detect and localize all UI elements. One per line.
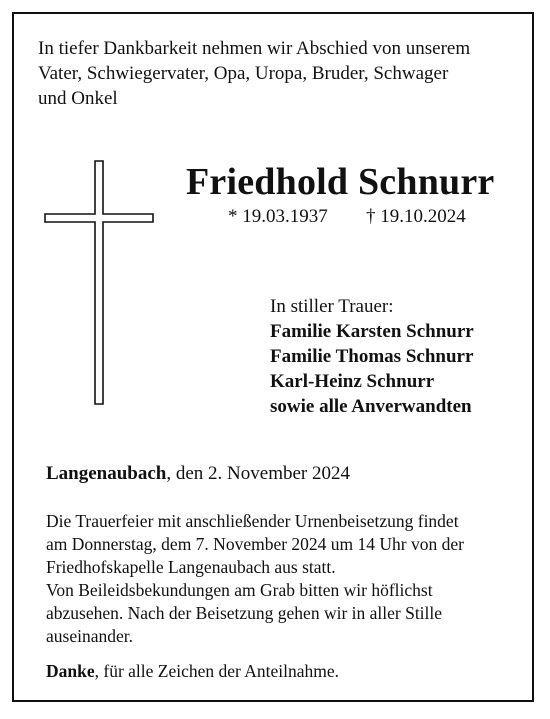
mourner-name: Karl-Heinz Schnurr (270, 371, 435, 392)
intro-line: Vater, Schwiegervater, Opa, Uropa, Bruder, Schwager (38, 63, 449, 84)
thanks-text: , für alle Zeichen der Anteilnahme. (94, 661, 340, 681)
funeral-notice (46, 510, 516, 648)
mourner-name: Familie Thomas Schnurr (270, 346, 474, 367)
notice-line: abzusehen. Nach der Beisetzung gehen wir in aller Stille (46, 603, 443, 623)
intro-text (38, 36, 528, 111)
notice-line: auseinander. (46, 626, 133, 646)
notice-line: am Donnerstag, dem 7. November 2024 um 14 Uhr von der (46, 534, 464, 554)
date-text: , den 2. November 2024 (166, 463, 351, 484)
deceased-name: Friedhold Schnurr (186, 161, 495, 203)
place-date-line (46, 463, 350, 485)
intro-line: und Onkel (38, 88, 118, 109)
intro-line: In tiefer Dankbarkeit nehmen wir Abschied von unserem (38, 38, 471, 59)
notice-line: Die Trauerfeier mit anschließender Urnenbeisetzung findet (46, 511, 459, 531)
birth-date: * 19.03.1937 (228, 206, 328, 227)
thanks-word: Danke (46, 661, 95, 681)
latin-cross-icon (44, 160, 154, 405)
mourners-block (270, 294, 474, 419)
mourner-name: Familie Karsten Schnurr (270, 321, 474, 342)
mourners-heading: In stiller Trauer: (270, 296, 394, 317)
death-date: † 19.10.2024 (366, 206, 466, 227)
mourner-name: sowie alle Anverwandten (270, 396, 472, 417)
notice-line: Friedhofskapelle Langenaubach aus statt. (46, 557, 336, 577)
place-name: Langenaubach (46, 463, 167, 484)
notice-line: Von Beileidsbekundungen am Grab bitten wir höflichst (46, 580, 433, 600)
thanks-line (46, 661, 339, 682)
